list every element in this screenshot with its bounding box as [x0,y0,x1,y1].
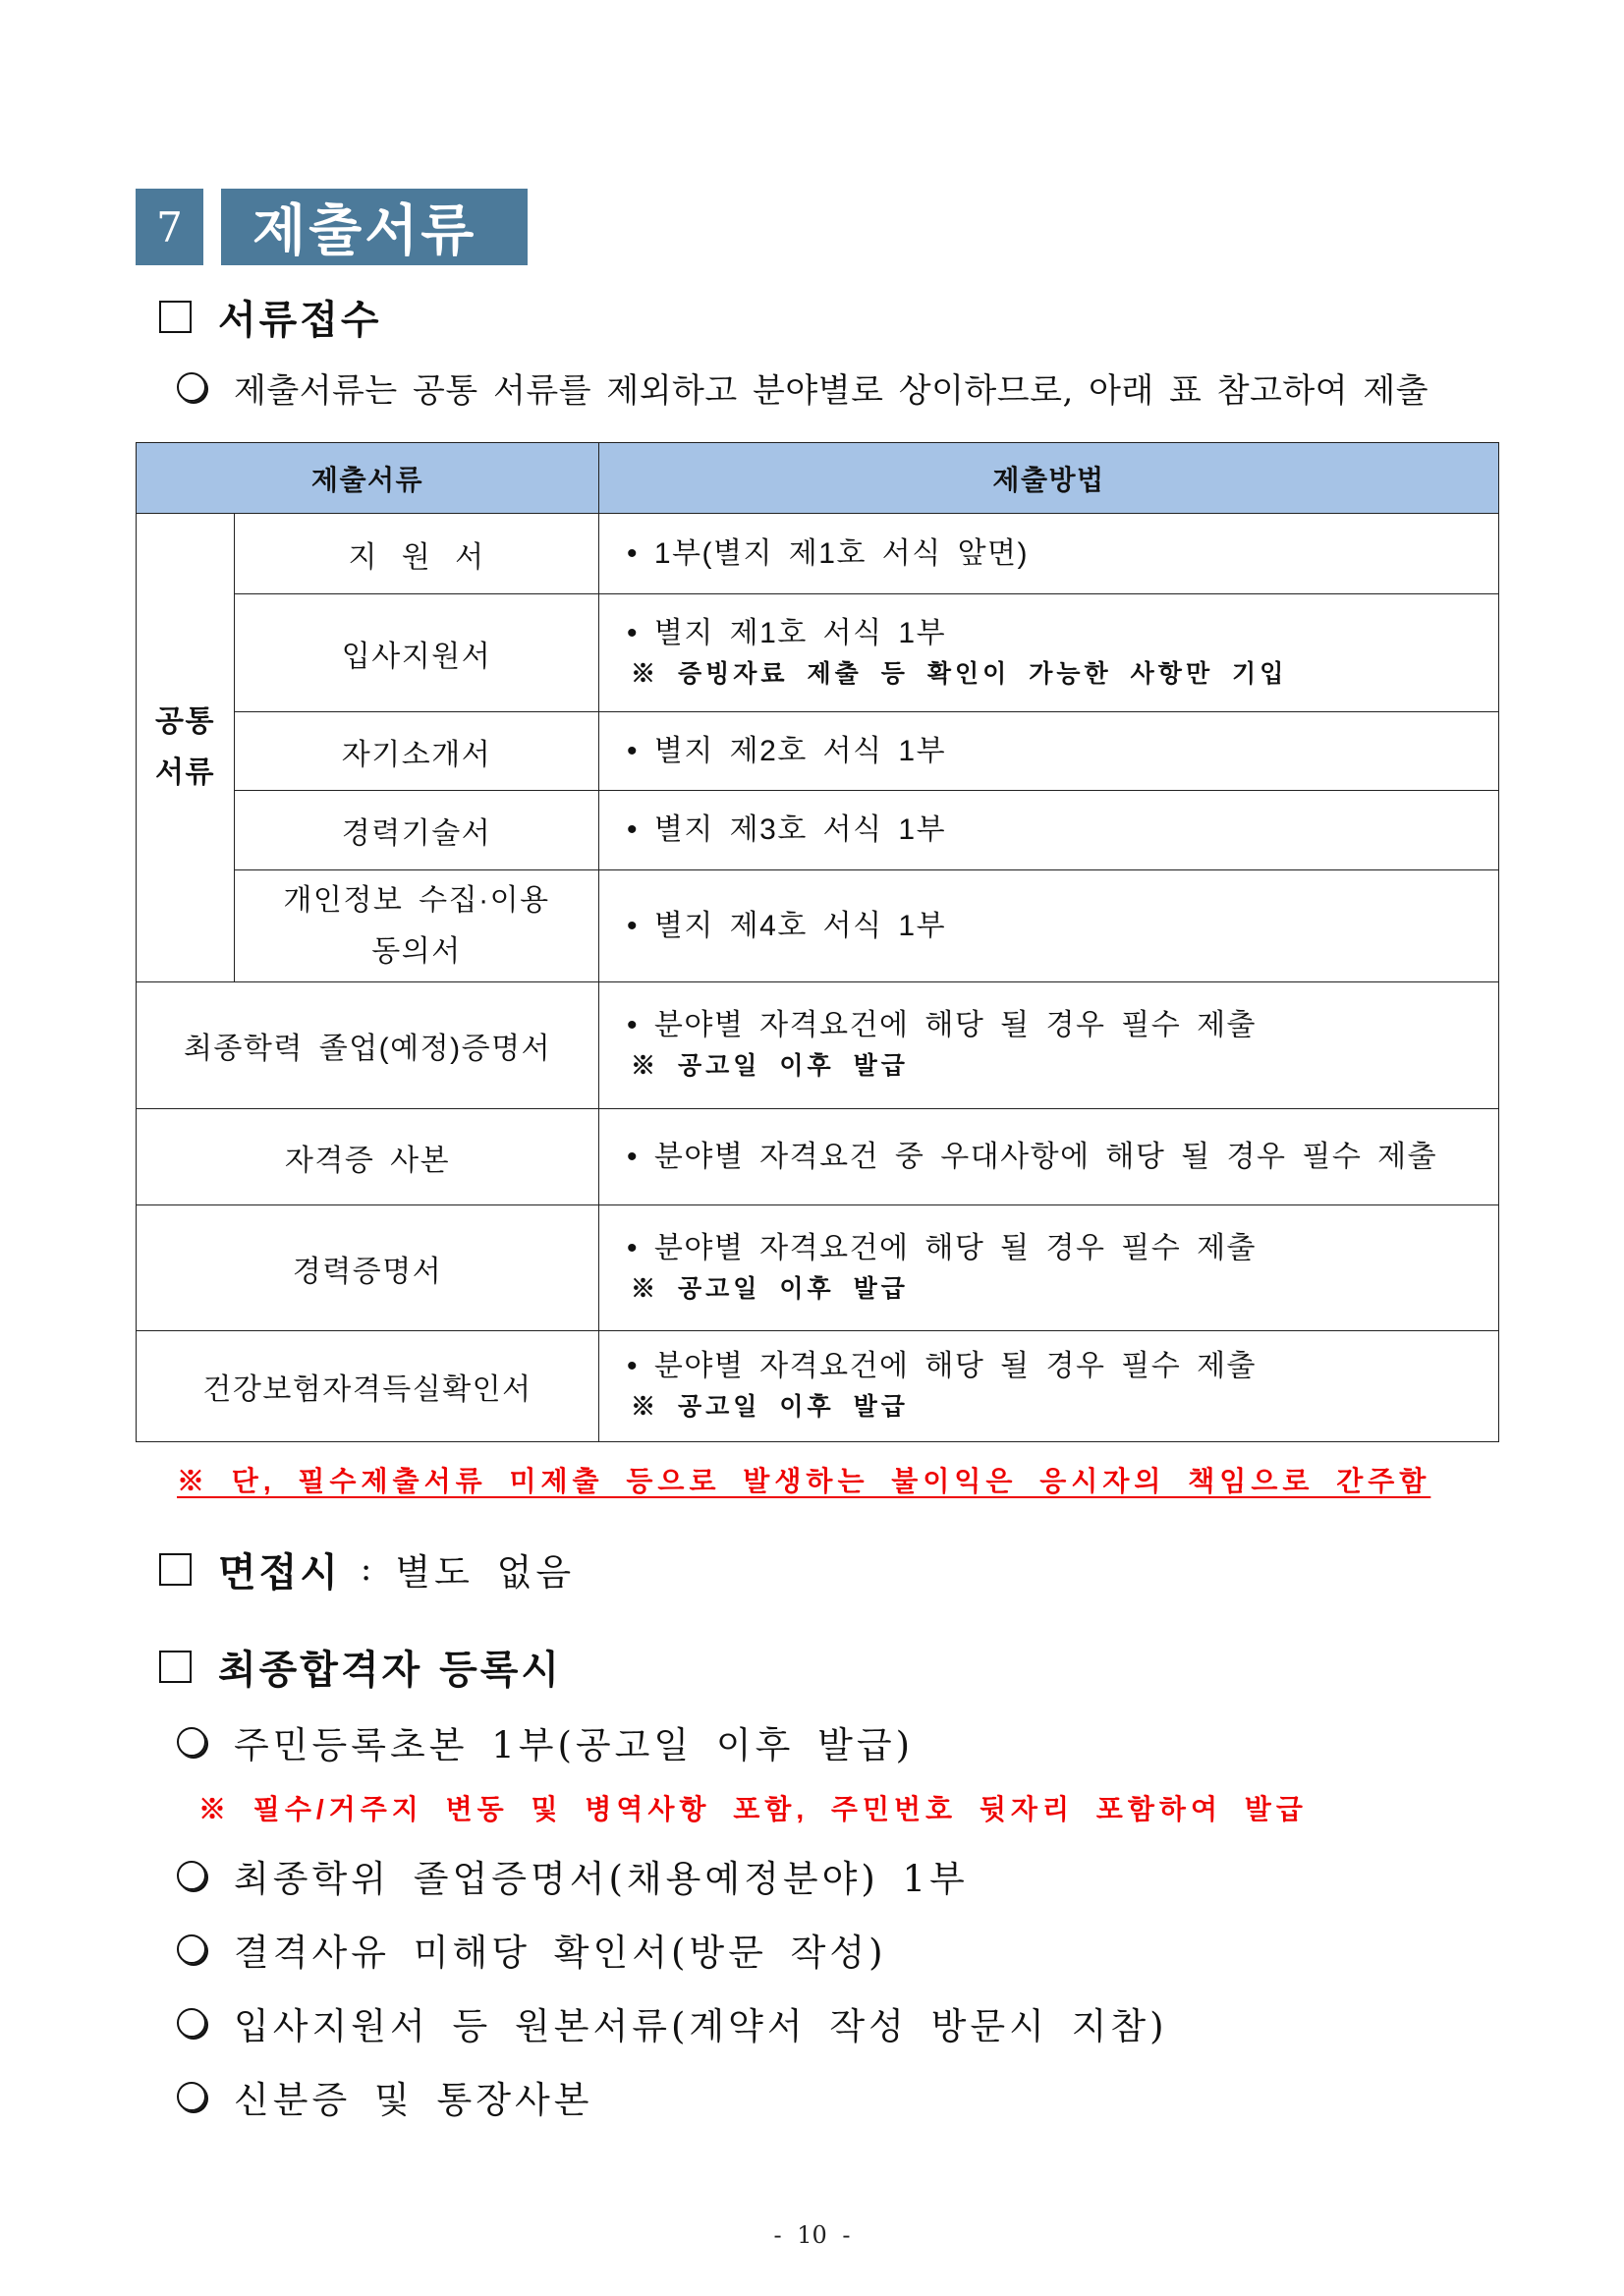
document-name-cell: 자기소개서 [235,712,599,791]
section-title-box [221,189,528,265]
method-text: • 별지 제3호 서식 1부 [627,813,947,846]
common-documents-group-cell [137,514,235,982]
list-item-text: 결격사유 미해당 확인서(방문 작성) [234,1932,887,1974]
method-cell [599,1109,1499,1205]
method-note: ※ 공고일 이후 발급 [631,1052,909,1080]
method-text: • 별지 제2호 서식 1부 [627,734,947,767]
square-outline-icon [159,1553,192,1586]
shadowed-circle-icon [177,1727,206,1757]
header-method: 제출방법 [599,443,1499,514]
list-item [177,1718,914,1765]
table-row [137,791,1499,870]
group-label-line2: 서류 [155,756,215,789]
document-name-cell: 자격증 사본 [137,1109,599,1205]
resident-record-note: ※ 필수/거주지 변동 및 병역사항 포함, 주민번호 뒷자리 포함하여 발급 [198,1794,1308,1824]
document-name-cell: 입사지원서 [235,594,599,712]
shadowed-circle-icon [177,1934,206,1964]
list-item [177,2073,592,2120]
table-header-row [137,443,1499,514]
method-cell [599,594,1499,712]
method-text: • 별지 제4호 서식 1부 [627,909,947,942]
page-number: - 10 - [773,2221,851,2249]
document-receipt-heading: 서류접수 [218,296,382,343]
method-cell [599,1331,1499,1442]
document-name-cell: 최종학력 졸업(예정)증명서 [137,982,599,1109]
submission-table [136,442,1499,1442]
document-name-cell: 건강보험자격득실확인서 [137,1331,599,1442]
method-cell [599,712,1499,791]
document-name-line2: 동의서 [371,934,462,968]
section-number: 7 [156,202,183,252]
method-cell [599,870,1499,982]
section-number-box [136,189,203,265]
section-title: 제출서류 [252,199,477,261]
method-cell [599,1205,1499,1331]
list-item-text: 주민등록초본 1부(공고일 이후 발급) [234,1724,915,1766]
method-note: ※ 공고일 이후 발급 [631,1274,909,1303]
method-cell [599,982,1499,1109]
list-item [177,1926,887,1973]
table-row [137,1205,1499,1331]
final-registration-heading: 최종합격자 등록시 [218,1646,563,1693]
interview-value: 별도 없음 [395,1551,576,1594]
list-item [177,1852,969,1899]
method-cell [599,514,1499,594]
document-name-cell: 경력증명서 [137,1205,599,1331]
square-outline-icon [159,1651,192,1683]
document-name-line1: 개인정보 수집·이용 [283,883,550,917]
list-item-text: 신분증 및 통장사본 [234,2079,593,2121]
final-registration-heading-row [159,1643,563,1693]
method-cell [599,791,1499,870]
group-label-line1: 공통 [155,705,215,738]
list-item-text: 입사지원서 등 원본서류(계약서 작성 방문시 지참) [234,2005,1168,2047]
method-note: ※ 공고일 이후 발급 [631,1393,909,1421]
method-text: • 분야별 자격요건에 해당 될 경우 필수 제출 [627,1350,1258,1382]
document-name-cell: 경력기술서 [235,791,599,870]
table-row [137,870,1499,982]
interview-row [159,1545,576,1596]
method-text: • 분야별 자격요건에 해당 될 경우 필수 제출 [627,1231,1258,1264]
method-text: • 1부(별지 제1호 서식 앞면) [627,536,1030,570]
list-item [177,1999,1168,2046]
intro-row [177,364,1428,411]
shadowed-circle-icon [177,2008,206,2038]
method-note: ※ 증빙자료 제출 등 확인이 가능한 사항만 기입 [631,659,1288,688]
table-row [137,712,1499,791]
interview-separator: : [360,1549,372,1589]
header-documents: 제출서류 [137,443,599,514]
shadowed-circle-icon [177,2082,206,2111]
method-text: • 분야별 자격요건에 해당 될 경우 필수 제출 [627,1009,1258,1041]
table-row [137,1109,1499,1205]
interview-heading: 면접시 [218,1548,341,1596]
list-item-text: 최종학위 졸업증명서(채용예정분야) 1부 [234,1858,969,1900]
shadowed-circle-icon [177,372,206,402]
intro-text: 제출서류는 공통 서류를 제외하고 분야별로 상이하므로, 아래 표 참고하여 제출 [234,370,1429,411]
document-receipt-heading-row [159,293,382,343]
document-name-cell: 지 원 서 [235,514,599,594]
table-row [137,982,1499,1109]
shadowed-circle-icon [177,1861,206,1890]
table-row [137,1331,1499,1442]
responsibility-warning: ※ 단, 필수제출서류 미제출 등으로 발생하는 불이익은 응시자의 책임으로 간주함 [177,1466,1431,1496]
table-row [137,594,1499,712]
document-name-cell [235,870,599,982]
square-outline-icon [159,301,192,333]
method-text: • 별지 제1호 서식 1부 [627,616,947,649]
method-text: • 분야별 자격요건 중 우대사항에 해당 될 경우 필수 제출 [627,1140,1438,1173]
table-row [137,514,1499,594]
